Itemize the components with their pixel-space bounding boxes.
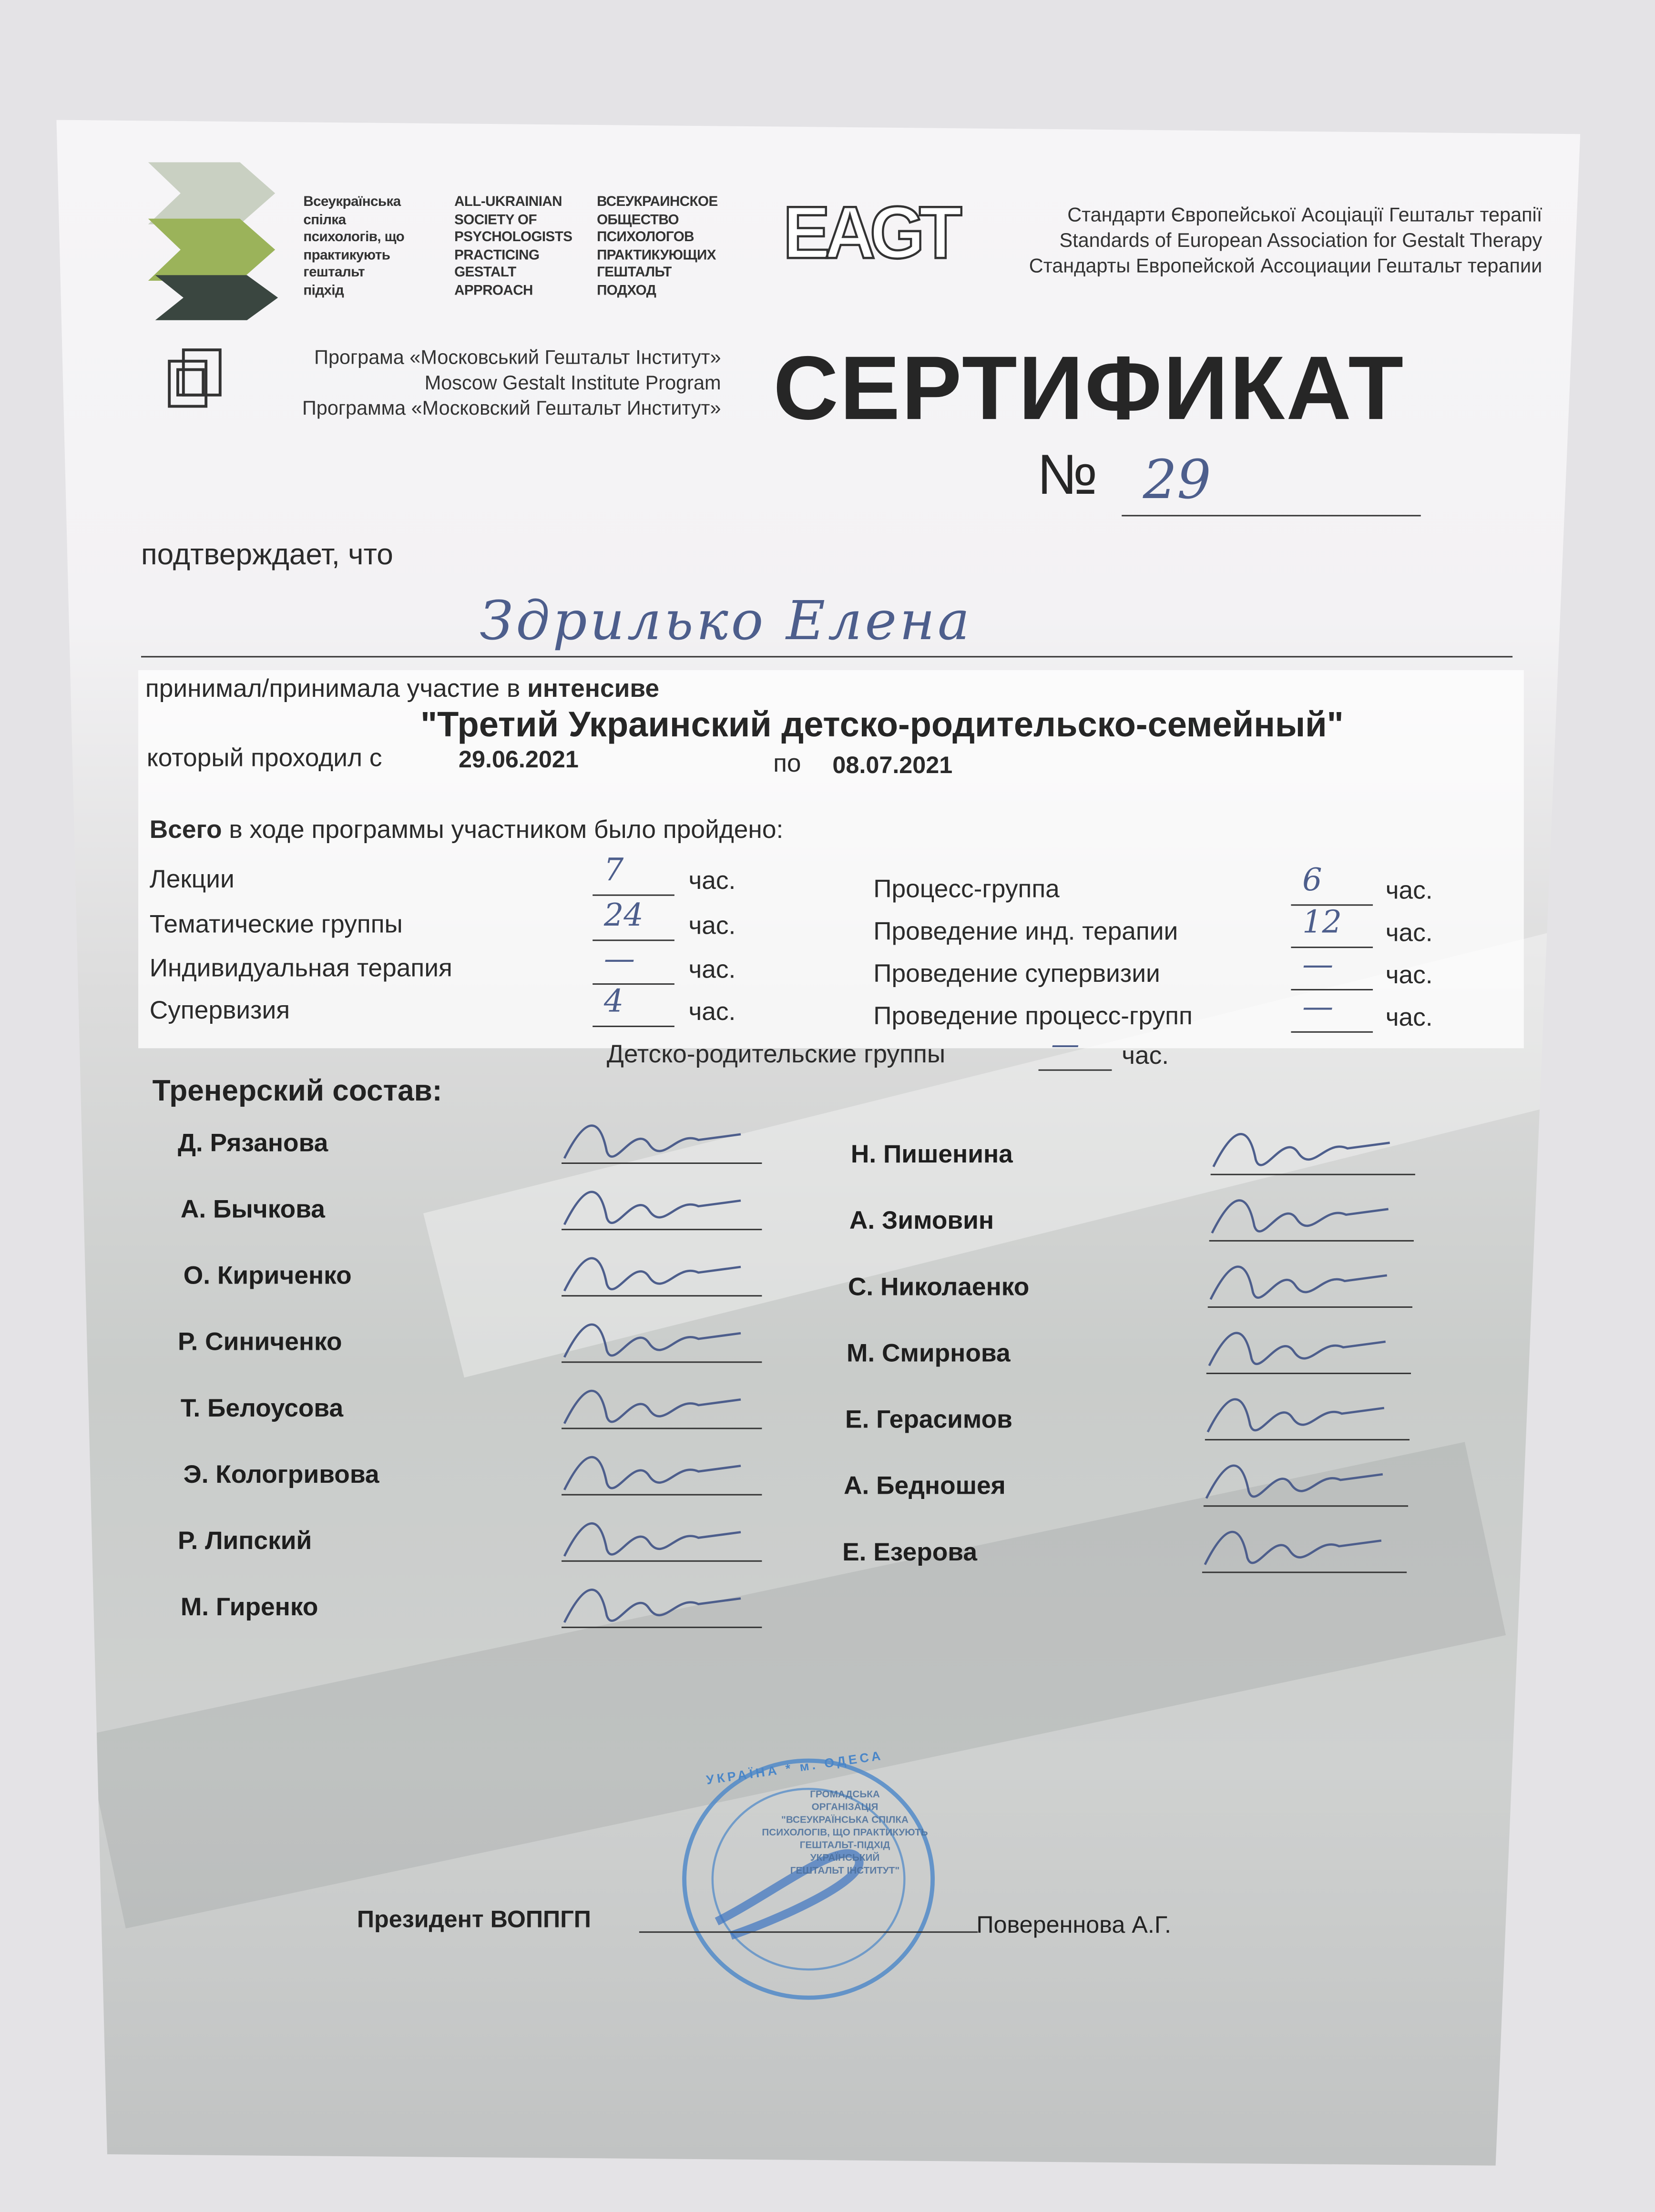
summary-text: Всего в ходе программы участником было пройдено: xyxy=(149,815,784,844)
trainer-name: А. Зимовин xyxy=(849,1206,994,1234)
stamp-outer-text: УКРАЇНА * м. ОДЕСА xyxy=(705,1748,884,1787)
dates-from-label: который проходил с xyxy=(146,743,382,772)
signature xyxy=(557,1440,755,1511)
signature xyxy=(1201,1383,1398,1453)
hours-unit: час. xyxy=(1385,1003,1433,1031)
hours-label: Супервизия xyxy=(149,996,290,1024)
hours-value: — xyxy=(1302,948,1334,984)
signature xyxy=(1205,1183,1402,1254)
hours-label: Проведение инд. терапии xyxy=(873,917,1178,946)
hours-line xyxy=(593,1026,674,1027)
hours-label: Лекции xyxy=(149,865,235,893)
signature xyxy=(557,1242,755,1312)
confirms-text: подтверждает, что xyxy=(141,539,393,571)
hours-line xyxy=(593,939,674,941)
hours-label: Тематические группы xyxy=(149,910,403,938)
trainer-name: Д. Рязанова xyxy=(177,1129,328,1157)
trainer-name: Н. Пишенина xyxy=(850,1140,1013,1168)
signature xyxy=(557,1507,755,1577)
signature xyxy=(557,1573,755,1643)
certificate-number: 29 xyxy=(1143,449,1211,511)
hours-value: 12 xyxy=(1302,906,1342,941)
trainer-name: С. Николаенко xyxy=(848,1272,1030,1301)
mgi-logo-icon xyxy=(166,344,234,412)
org-name-ua: Всеукраїнська спілка психологів, що практикують гештальт підхід xyxy=(303,194,405,299)
hours-unit: час. xyxy=(688,866,736,895)
president-signature-line xyxy=(639,1931,978,1933)
hours-line xyxy=(1291,1031,1373,1033)
signature xyxy=(557,1109,755,1180)
hours-center-unit: час. xyxy=(1122,1041,1169,1070)
signature xyxy=(1199,1449,1397,1519)
signature xyxy=(1204,1250,1401,1321)
hours-center-label: Детско-родительские группы xyxy=(606,1040,946,1068)
name-line xyxy=(141,656,1512,657)
stamp-text: ГРОМАДСЬКА ОРГАНІЗАЦІЯ "ВСЕУКРАЇНСЬКА СПІЛКА ПСИХОЛОГІВ, ЩО ПРАКТИКУЮТЬ ГЕШТАЛЬТ-ПІДХІД УКРАЇНСЬКИЙ ГЕШТАЛЬТ ІНСТИТУТ" xyxy=(762,1790,928,1876)
mgi-program: Програма «Московський Гештальт Інститут» Moscow Gestalt Institute Program Программа «Московский Гештальт Институт» xyxy=(302,346,721,419)
program-title: "Третий Украинский детско-родительско-семейный" xyxy=(420,705,1344,745)
signature xyxy=(1202,1316,1400,1387)
hours-center-value: — xyxy=(1051,1027,1080,1061)
trainer-name: А. Бычкова xyxy=(180,1195,325,1223)
hours-line xyxy=(593,895,674,896)
trainer-name: М. Смирнова xyxy=(847,1339,1011,1367)
hours-unit: час. xyxy=(1385,960,1433,989)
trainer-name: Р. Синиченко xyxy=(177,1327,342,1356)
certificate-title: СЕРТИФИКАТ xyxy=(773,337,1405,439)
trainer-name: М. Гиренко xyxy=(180,1592,318,1621)
trainer-name: О. Кириченко xyxy=(183,1261,352,1290)
trainer-name: Е. Герасимов xyxy=(845,1405,1012,1434)
hours-label: Индивидуальная терапия xyxy=(149,953,452,982)
hours-unit: час. xyxy=(688,911,736,940)
hours-value: — xyxy=(1302,990,1334,1026)
signature xyxy=(1198,1515,1395,1586)
signature xyxy=(1206,1117,1404,1188)
number-line xyxy=(1122,515,1421,517)
trainer-name: А. Бедношея xyxy=(844,1471,1006,1500)
org-name-en: ALL-UKRAINIAN SOCIETY OF PSYCHOLOGISTS PRACTICING GESTALT APPROACH xyxy=(454,194,572,299)
eagt-standards: Стандарти Європейської Асоціації Гештальт терапії Standards of European Association for Gestalt Therapy Стандарты Европейской Ассоциации Гештальт терапии xyxy=(1029,203,1543,277)
trainer-name: Т. Белоусова xyxy=(180,1394,344,1422)
hours-value: 24 xyxy=(603,898,644,934)
date-to: 08.07.2021 xyxy=(832,752,953,779)
president-name: Повереннова А.Г. xyxy=(976,1911,1171,1939)
org-name-ru: ВСЕУКРАИНСКОЕ ОБЩЕСТВО ПСИХОЛОГОВ ПРАКТИКУЮЩИХ ГЕШТАЛЬТ ПОДХОД xyxy=(597,194,718,299)
dates-to-label: по xyxy=(773,749,801,777)
hours-label: Проведение процесс-групп xyxy=(873,1001,1193,1030)
hours-unit: час. xyxy=(688,997,736,1026)
hours-unit: час. xyxy=(1385,918,1433,947)
chevron-logo-icon xyxy=(141,162,282,320)
hours-unit: час. xyxy=(1385,876,1433,905)
president-label: Президент ВОППГП xyxy=(357,1906,591,1933)
signature xyxy=(557,1374,755,1445)
signature xyxy=(557,1175,755,1246)
participant-name: Здрилько Елена xyxy=(480,590,973,652)
trainer-name: Е. Езерова xyxy=(842,1538,978,1566)
trainers-heading: Тренерский состав: xyxy=(152,1075,442,1108)
date-from: 29.06.2021 xyxy=(459,746,579,774)
hours-label: Процесс-группа xyxy=(873,875,1060,903)
hours-value: 6 xyxy=(1302,863,1322,899)
number-label: № xyxy=(1037,444,1098,507)
hours-center-line xyxy=(1039,1070,1112,1071)
hours-value: — xyxy=(603,942,635,978)
hours-unit: час. xyxy=(688,955,736,984)
hours-value: 7 xyxy=(603,853,624,889)
trainer-name: Э. Кологривова xyxy=(183,1460,379,1488)
trainer-name: Р. Липский xyxy=(177,1526,312,1555)
hours-value: 4 xyxy=(603,985,624,1020)
participation-text: принимал/принимала участие в интенсиве xyxy=(145,674,660,703)
signature xyxy=(557,1308,755,1378)
eagt-logo: EAGT xyxy=(783,191,957,275)
hours-label: Проведение супервизии xyxy=(873,959,1160,988)
